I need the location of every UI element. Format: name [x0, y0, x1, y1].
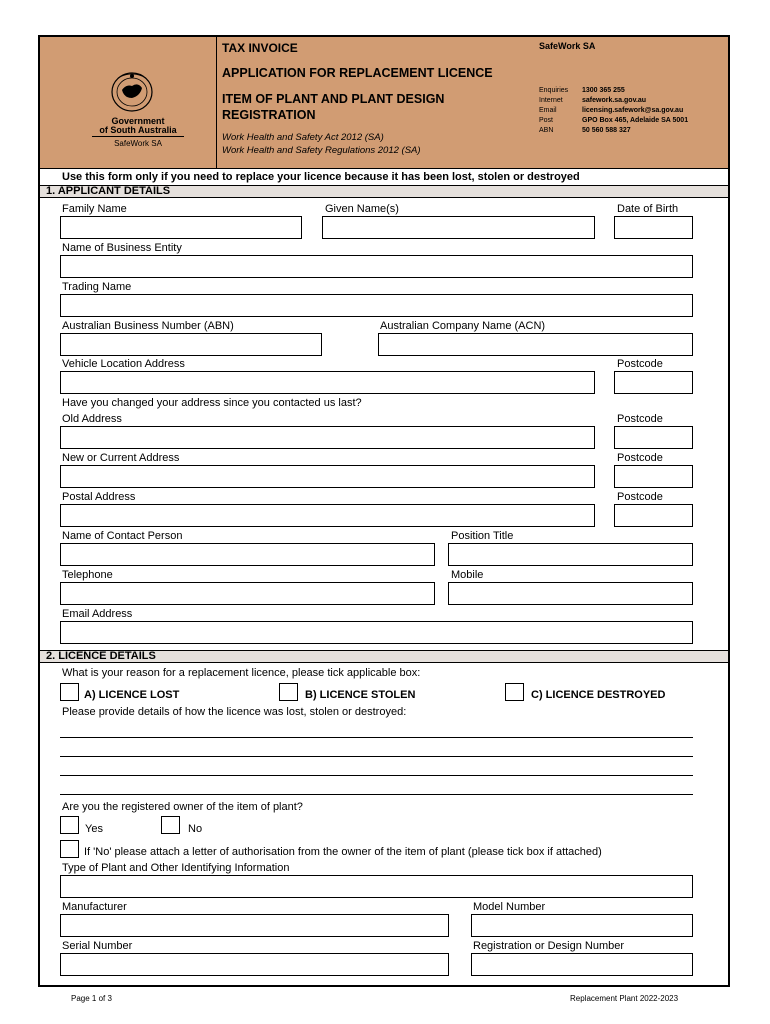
contact-person-input[interactable] [60, 543, 435, 566]
tax-invoice-title: TAX INVOICE [222, 41, 298, 55]
telephone-label: Telephone [62, 569, 113, 581]
serial-number-input[interactable] [60, 953, 449, 976]
details-question: Please provide details of how the licence was lost, stolen or destroyed: [62, 706, 407, 718]
logo-safework: SafeWork SA [114, 139, 162, 148]
trading-name-input[interactable] [60, 294, 693, 317]
model-number-input[interactable] [471, 914, 693, 937]
section-licence-details: 2. LICENCE DETAILS [40, 650, 728, 663]
owner-no-label: No [188, 823, 203, 835]
details-line-4[interactable] [60, 794, 693, 795]
vehicle-address-input[interactable] [60, 371, 595, 394]
contact-label: Internet [539, 97, 563, 104]
form-reference: Replacement Plant 2022-2023 [570, 994, 679, 1003]
details-line-1[interactable] [60, 737, 693, 738]
position-title-label: Position Title [451, 530, 514, 542]
owner-yes-label: Yes [85, 823, 103, 835]
vehicle-postcode-label: Postcode [617, 358, 663, 370]
contact-value: 50 560 588 327 [582, 127, 631, 134]
plant-type-label: Type of Plant and Other Identifying Information [62, 862, 290, 874]
email-input[interactable] [60, 621, 693, 644]
model-number-label: Model Number [473, 901, 546, 913]
government-seal-logo [104, 68, 160, 114]
dob-label: Date of Birth [617, 203, 679, 215]
licence-stolen-checkbox[interactable] [279, 683, 298, 701]
owner-yes-checkbox[interactable] [60, 816, 79, 834]
changed-address-question: Have you changed your address since you contacted us last? [62, 397, 362, 409]
telephone-input[interactable] [60, 582, 435, 605]
plant-type-input[interactable] [60, 875, 693, 898]
business-entity-input[interactable] [60, 255, 693, 278]
old-postcode-label: Postcode [617, 413, 663, 425]
page-number: Page 1 of 3 [71, 994, 112, 1003]
contact-value: GPO Box 465, Adelaide SA 5001 [582, 117, 689, 124]
authorisation-label: If 'No' please attach a letter of authorisation from the owner of the item of plant (please tick box if attached) [84, 846, 602, 858]
instruction-text: Use this form only if you need to replace your licence because it has been lost, stolen or destroyed [62, 171, 580, 183]
registration-number-label: Registration or Design Number [473, 940, 625, 952]
mobile-input[interactable] [448, 582, 693, 605]
contact-label: Post [539, 117, 554, 124]
section-applicant-details: 1. APPLICANT DETAILS [40, 185, 728, 198]
old-postcode-input[interactable] [614, 426, 693, 449]
contact-row [539, 127, 724, 137]
abn-input[interactable] [60, 333, 322, 356]
manufacturer-label: Manufacturer [62, 901, 127, 913]
contact-label: Enquiries [539, 87, 569, 94]
postal-address-input[interactable] [60, 504, 595, 527]
manufacturer-input[interactable] [60, 914, 449, 937]
form-title-line1: APPLICATION FOR REPLACEMENT LICENCE [222, 66, 493, 80]
contact-person-label: Name of Contact Person [62, 530, 183, 542]
form-title-line3: REGISTRATION [222, 108, 316, 122]
licence-stolen-label: B) LICENCE STOLEN [305, 689, 416, 701]
family-name-label: Family Name [62, 203, 127, 215]
contact-row [539, 87, 724, 97]
registration-number-input[interactable] [471, 953, 693, 976]
given-names-label: Given Name(s) [325, 203, 399, 215]
authorisation-checkbox[interactable] [60, 840, 79, 858]
postal-postcode-label: Postcode [617, 491, 663, 503]
licence-lost-checkbox[interactable] [60, 683, 79, 701]
contact-value: licensing.safework@sa.gov.au [582, 107, 684, 114]
owner-question: Are you the registered owner of the item of plant? [62, 801, 303, 813]
logo-divider [92, 136, 184, 137]
details-line-2[interactable] [60, 756, 693, 757]
vehicle-address-label: Vehicle Location Address [62, 358, 185, 370]
licence-lost-label: A) LICENCE LOST [84, 689, 180, 701]
reason-question: What is your reason for a replacement licence, please tick applicable box: [62, 667, 421, 679]
details-line-3[interactable] [60, 775, 693, 776]
acn-input[interactable] [378, 333, 693, 356]
regulation-reference: Work Health and Safety Regulations 2012 (SA) [222, 145, 421, 156]
contact-value: 1300 365 255 [582, 87, 625, 94]
acn-label: Australian Company Name (ACN) [380, 320, 546, 332]
family-name-input[interactable] [60, 216, 302, 239]
postal-address-label: Postal Address [62, 491, 136, 503]
email-label: Email Address [62, 608, 133, 620]
mobile-label: Mobile [451, 569, 484, 581]
agency-name: SafeWork SA [539, 41, 596, 51]
serial-number-label: Serial Number [62, 940, 133, 952]
act-reference: Work Health and Safety Act 2012 (SA) [222, 132, 384, 143]
contact-row [539, 107, 724, 117]
postal-postcode-input[interactable] [614, 504, 693, 527]
contact-row [539, 117, 724, 127]
contact-value: safework.sa.gov.au [582, 97, 647, 104]
new-postcode-input[interactable] [614, 465, 693, 488]
business-entity-label: Name of Business Entity [62, 242, 182, 254]
trading-name-label: Trading Name [62, 281, 132, 293]
logo-south-australia: of South Australia [99, 125, 177, 135]
form-title-line2: ITEM OF PLANT AND PLANT DESIGN [222, 92, 445, 106]
vehicle-postcode-input[interactable] [614, 371, 693, 394]
new-address-input[interactable] [60, 465, 595, 488]
instruction-divider [40, 168, 728, 169]
abn-label: Australian Business Number (ABN) [62, 320, 234, 332]
given-names-input[interactable] [322, 216, 595, 239]
old-address-label: Old Address [62, 413, 122, 425]
licence-destroyed-checkbox[interactable] [505, 683, 524, 701]
contact-label: Email [539, 107, 557, 114]
old-address-input[interactable] [60, 426, 595, 449]
new-address-label: New or Current Address [62, 452, 180, 464]
contact-row [539, 97, 724, 107]
licence-destroyed-label: C) LICENCE DESTROYED [531, 689, 666, 701]
logo-government: Government [111, 116, 165, 126]
owner-no-checkbox[interactable] [161, 816, 180, 834]
contact-block [539, 87, 724, 137]
dob-input[interactable] [614, 216, 693, 239]
new-postcode-label: Postcode [617, 452, 663, 464]
contact-label: ABN [539, 127, 554, 134]
position-title-input[interactable] [448, 543, 693, 566]
